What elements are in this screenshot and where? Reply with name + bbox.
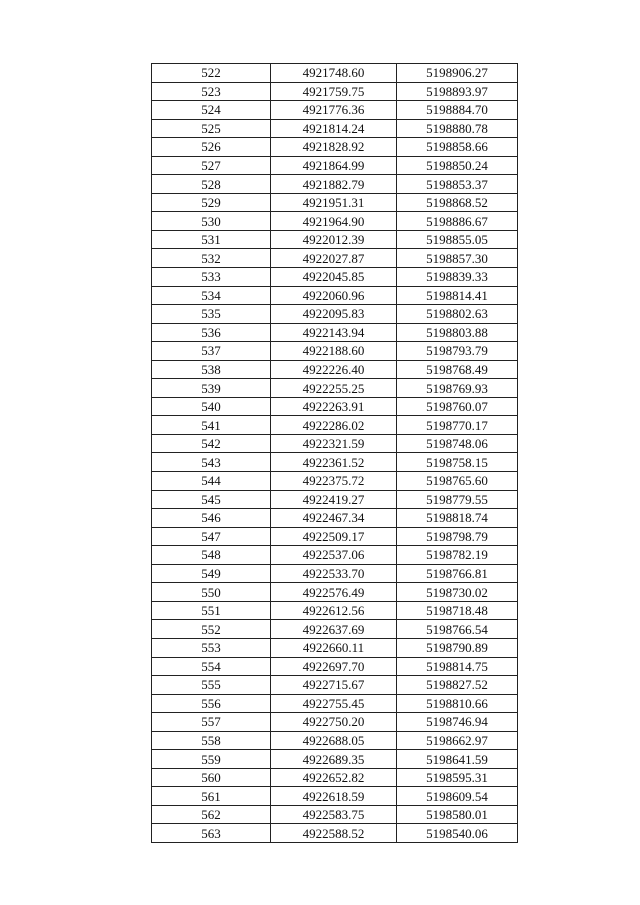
table-row bbox=[152, 713, 518, 732]
y-coordinate-cell: 5198790.89 bbox=[397, 638, 518, 657]
coordinates-table bbox=[151, 63, 518, 843]
point-number-cell: 526 bbox=[152, 138, 271, 157]
y-coordinate-cell: 5198758.15 bbox=[397, 453, 518, 472]
point-number-cell: 528 bbox=[152, 175, 271, 194]
x-coordinate-cell: 4922467.34 bbox=[271, 509, 397, 528]
y-coordinate-cell: 5198760.07 bbox=[397, 397, 518, 416]
y-coordinate-cell: 5198906.27 bbox=[397, 64, 518, 83]
x-coordinate-cell: 4922060.96 bbox=[271, 286, 397, 305]
y-coordinate-cell: 5198609.54 bbox=[397, 787, 518, 806]
point-number-cell: 537 bbox=[152, 342, 271, 361]
table-row bbox=[152, 82, 518, 101]
x-coordinate-cell: 4921776.36 bbox=[271, 101, 397, 120]
table-row bbox=[152, 620, 518, 639]
point-number-cell: 558 bbox=[152, 731, 271, 750]
point-number-cell: 557 bbox=[152, 713, 271, 732]
y-coordinate-cell: 5198718.48 bbox=[397, 601, 518, 620]
point-number-cell: 553 bbox=[152, 638, 271, 657]
y-coordinate-cell: 5198765.60 bbox=[397, 472, 518, 491]
table-row bbox=[152, 638, 518, 657]
x-coordinate-cell: 4922537.06 bbox=[271, 546, 397, 565]
table-row bbox=[152, 119, 518, 138]
x-coordinate-cell: 4922637.69 bbox=[271, 620, 397, 639]
y-coordinate-cell: 5198818.74 bbox=[397, 509, 518, 528]
x-coordinate-cell: 4922755.45 bbox=[271, 694, 397, 713]
x-coordinate-cell: 4922652.82 bbox=[271, 768, 397, 787]
x-coordinate-cell: 4922509.17 bbox=[271, 527, 397, 546]
y-coordinate-cell: 5198868.52 bbox=[397, 193, 518, 212]
table-row bbox=[152, 694, 518, 713]
x-coordinate-cell: 4921759.75 bbox=[271, 82, 397, 101]
y-coordinate-cell: 5198850.24 bbox=[397, 156, 518, 175]
table-row bbox=[152, 805, 518, 824]
point-number-cell: 552 bbox=[152, 620, 271, 639]
table-row bbox=[152, 490, 518, 509]
y-coordinate-cell: 5198858.66 bbox=[397, 138, 518, 157]
y-coordinate-cell: 5198886.67 bbox=[397, 212, 518, 231]
point-number-cell: 559 bbox=[152, 750, 271, 769]
table-row bbox=[152, 342, 518, 361]
point-number-cell: 563 bbox=[152, 824, 271, 843]
y-coordinate-cell: 5198770.17 bbox=[397, 416, 518, 435]
y-coordinate-cell: 5198880.78 bbox=[397, 119, 518, 138]
y-coordinate-cell: 5198814.41 bbox=[397, 286, 518, 305]
table-row bbox=[152, 286, 518, 305]
point-number-cell: 538 bbox=[152, 360, 271, 379]
x-coordinate-cell: 4922419.27 bbox=[271, 490, 397, 509]
x-coordinate-cell: 4922361.52 bbox=[271, 453, 397, 472]
point-number-cell: 545 bbox=[152, 490, 271, 509]
x-coordinate-cell: 4921864.99 bbox=[271, 156, 397, 175]
table-row bbox=[152, 305, 518, 324]
table-row bbox=[152, 750, 518, 769]
point-number-cell: 533 bbox=[152, 268, 271, 287]
table-row bbox=[152, 768, 518, 787]
point-number-cell: 529 bbox=[152, 193, 271, 212]
point-number-cell: 562 bbox=[152, 805, 271, 824]
x-coordinate-cell: 4922750.20 bbox=[271, 713, 397, 732]
y-coordinate-cell: 5198748.06 bbox=[397, 434, 518, 453]
x-coordinate-cell: 4922027.87 bbox=[271, 249, 397, 268]
x-coordinate-cell: 4922689.35 bbox=[271, 750, 397, 769]
y-coordinate-cell: 5198580.01 bbox=[397, 805, 518, 824]
x-coordinate-cell: 4922012.39 bbox=[271, 230, 397, 249]
table-row bbox=[152, 527, 518, 546]
y-coordinate-cell: 5198814.75 bbox=[397, 657, 518, 676]
table-row bbox=[152, 230, 518, 249]
table-row bbox=[152, 509, 518, 528]
table-row bbox=[152, 64, 518, 83]
x-coordinate-cell: 4921951.31 bbox=[271, 193, 397, 212]
point-number-cell: 543 bbox=[152, 453, 271, 472]
x-coordinate-cell: 4922095.83 bbox=[271, 305, 397, 324]
point-number-cell: 535 bbox=[152, 305, 271, 324]
x-coordinate-cell: 4922143.94 bbox=[271, 323, 397, 342]
table-row bbox=[152, 453, 518, 472]
point-number-cell: 523 bbox=[152, 82, 271, 101]
point-number-cell: 554 bbox=[152, 657, 271, 676]
table-row bbox=[152, 564, 518, 583]
x-coordinate-cell: 4922715.67 bbox=[271, 676, 397, 695]
y-coordinate-cell: 5198853.37 bbox=[397, 175, 518, 194]
x-coordinate-cell: 4922618.59 bbox=[271, 787, 397, 806]
table-row bbox=[152, 379, 518, 398]
y-coordinate-cell: 5198769.93 bbox=[397, 379, 518, 398]
y-coordinate-cell: 5198855.05 bbox=[397, 230, 518, 249]
y-coordinate-cell: 5198662.97 bbox=[397, 731, 518, 750]
table-row bbox=[152, 249, 518, 268]
x-coordinate-cell: 4922660.11 bbox=[271, 638, 397, 657]
table-row bbox=[152, 101, 518, 120]
y-coordinate-cell: 5198782.19 bbox=[397, 546, 518, 565]
table-row bbox=[152, 323, 518, 342]
point-number-cell: 549 bbox=[152, 564, 271, 583]
point-number-cell: 531 bbox=[152, 230, 271, 249]
point-number-cell: 547 bbox=[152, 527, 271, 546]
x-coordinate-cell: 4922045.85 bbox=[271, 268, 397, 287]
y-coordinate-cell: 5198595.31 bbox=[397, 768, 518, 787]
point-number-cell: 551 bbox=[152, 601, 271, 620]
x-coordinate-cell: 4922588.52 bbox=[271, 824, 397, 843]
table-row bbox=[152, 268, 518, 287]
table-row bbox=[152, 175, 518, 194]
y-coordinate-cell: 5198746.94 bbox=[397, 713, 518, 732]
point-number-cell: 540 bbox=[152, 397, 271, 416]
point-number-cell: 532 bbox=[152, 249, 271, 268]
table-row bbox=[152, 601, 518, 620]
x-coordinate-cell: 4922263.91 bbox=[271, 397, 397, 416]
x-coordinate-cell: 4922321.59 bbox=[271, 434, 397, 453]
point-number-cell: 530 bbox=[152, 212, 271, 231]
point-number-cell: 550 bbox=[152, 583, 271, 602]
table-row bbox=[152, 583, 518, 602]
table-row bbox=[152, 434, 518, 453]
y-coordinate-cell: 5198766.54 bbox=[397, 620, 518, 639]
point-number-cell: 534 bbox=[152, 286, 271, 305]
point-number-cell: 560 bbox=[152, 768, 271, 787]
point-number-cell: 556 bbox=[152, 694, 271, 713]
point-number-cell: 544 bbox=[152, 472, 271, 491]
table-row bbox=[152, 657, 518, 676]
point-number-cell: 524 bbox=[152, 101, 271, 120]
y-coordinate-cell: 5198810.66 bbox=[397, 694, 518, 713]
point-number-cell: 561 bbox=[152, 787, 271, 806]
table-row bbox=[152, 156, 518, 175]
x-coordinate-cell: 4922226.40 bbox=[271, 360, 397, 379]
point-number-cell: 555 bbox=[152, 676, 271, 695]
x-coordinate-cell: 4921882.79 bbox=[271, 175, 397, 194]
table-row bbox=[152, 193, 518, 212]
x-coordinate-cell: 4922188.60 bbox=[271, 342, 397, 361]
table-row bbox=[152, 212, 518, 231]
point-number-cell: 546 bbox=[152, 509, 271, 528]
point-number-cell: 525 bbox=[152, 119, 271, 138]
y-coordinate-cell: 5198803.88 bbox=[397, 323, 518, 342]
point-number-cell: 522 bbox=[152, 64, 271, 83]
y-coordinate-cell: 5198768.49 bbox=[397, 360, 518, 379]
x-coordinate-cell: 4921828.92 bbox=[271, 138, 397, 157]
x-coordinate-cell: 4921964.90 bbox=[271, 212, 397, 231]
point-number-cell: 539 bbox=[152, 379, 271, 398]
point-number-cell: 542 bbox=[152, 434, 271, 453]
y-coordinate-cell: 5198827.52 bbox=[397, 676, 518, 695]
y-coordinate-cell: 5198893.97 bbox=[397, 82, 518, 101]
table-row bbox=[152, 676, 518, 695]
table-row bbox=[152, 138, 518, 157]
table-row bbox=[152, 416, 518, 435]
y-coordinate-cell: 5198641.59 bbox=[397, 750, 518, 769]
y-coordinate-cell: 5198540.06 bbox=[397, 824, 518, 843]
y-coordinate-cell: 5198793.79 bbox=[397, 342, 518, 361]
point-number-cell: 527 bbox=[152, 156, 271, 175]
y-coordinate-cell: 5198779.55 bbox=[397, 490, 518, 509]
x-coordinate-cell: 4922688.05 bbox=[271, 731, 397, 750]
x-coordinate-cell: 4922583.75 bbox=[271, 805, 397, 824]
table-row bbox=[152, 546, 518, 565]
x-coordinate-cell: 4922286.02 bbox=[271, 416, 397, 435]
y-coordinate-cell: 5198884.70 bbox=[397, 101, 518, 120]
coordinates-table-body bbox=[152, 64, 518, 843]
point-number-cell: 541 bbox=[152, 416, 271, 435]
point-number-cell: 536 bbox=[152, 323, 271, 342]
x-coordinate-cell: 4922576.49 bbox=[271, 583, 397, 602]
point-number-cell: 548 bbox=[152, 546, 271, 565]
table-row bbox=[152, 731, 518, 750]
table-row bbox=[152, 787, 518, 806]
table-row bbox=[152, 824, 518, 843]
y-coordinate-cell: 5198802.63 bbox=[397, 305, 518, 324]
y-coordinate-cell: 5198766.81 bbox=[397, 564, 518, 583]
x-coordinate-cell: 4922697.70 bbox=[271, 657, 397, 676]
table-row bbox=[152, 472, 518, 491]
y-coordinate-cell: 5198857.30 bbox=[397, 249, 518, 268]
x-coordinate-cell: 4922375.72 bbox=[271, 472, 397, 491]
y-coordinate-cell: 5198730.02 bbox=[397, 583, 518, 602]
y-coordinate-cell: 5198798.79 bbox=[397, 527, 518, 546]
x-coordinate-cell: 4922533.70 bbox=[271, 564, 397, 583]
x-coordinate-cell: 4922612.56 bbox=[271, 601, 397, 620]
y-coordinate-cell: 5198839.33 bbox=[397, 268, 518, 287]
table-row bbox=[152, 360, 518, 379]
x-coordinate-cell: 4921814.24 bbox=[271, 119, 397, 138]
table-row bbox=[152, 397, 518, 416]
x-coordinate-cell: 4921748.60 bbox=[271, 64, 397, 83]
x-coordinate-cell: 4922255.25 bbox=[271, 379, 397, 398]
